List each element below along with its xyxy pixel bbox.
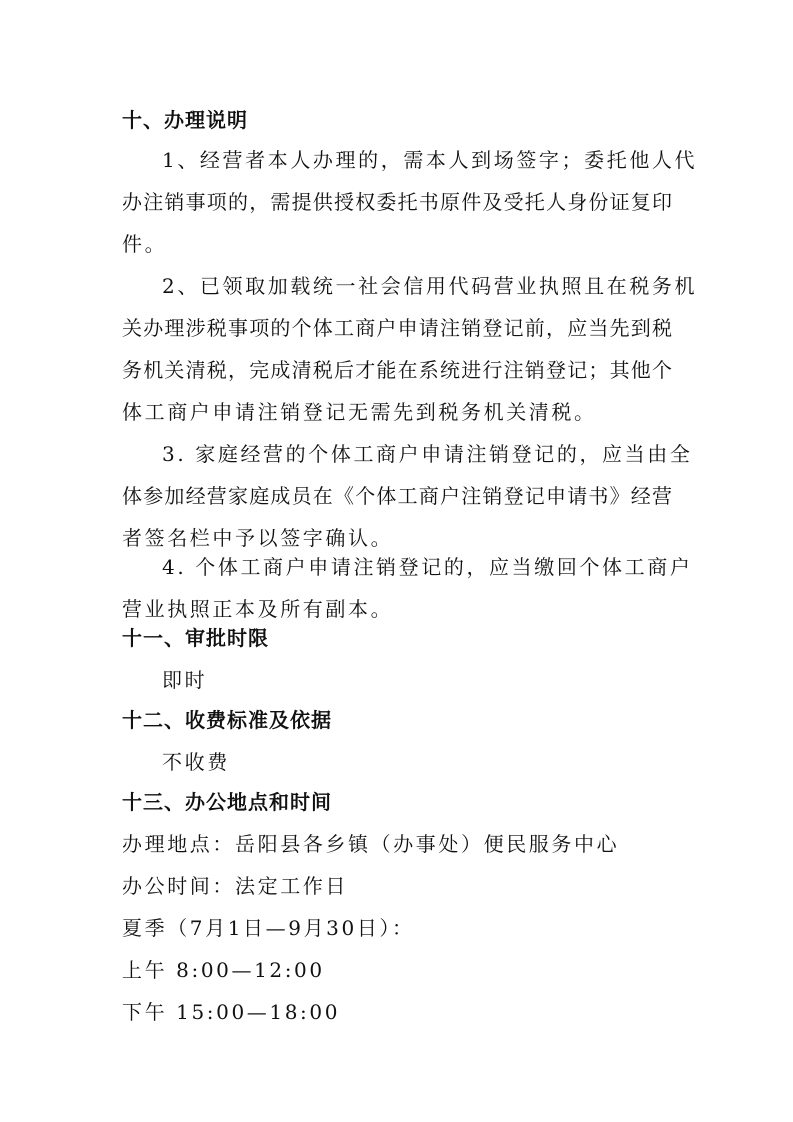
paragraph-2-line-2: 关办理涉税事项的个体工商户申请注销登记前，应当先到税 (122, 316, 674, 340)
paragraph-1-line-1: 1、经营者本人办理的，需本人到场签字；委托他人代 (162, 148, 698, 172)
paragraph-3-line-3: 者签名栏中予以签字确认。 (122, 526, 394, 550)
summer-period-line: 夏季（7月1日—9月30日）： (122, 916, 415, 940)
paragraph-4-line-2: 营业执照正本及所有副本。 (122, 597, 394, 621)
fees-text: 不收费 (162, 750, 230, 774)
paragraph-2-line-3: 务机关清税，完成清税后才能在系统进行注销登记；其他个 (122, 358, 674, 382)
office-location-line: 办理地点：岳阳县各乡镇（办事处）便民服务中心 (122, 832, 620, 856)
paragraph-4-line-1: 4. 个体工商户申请注销登记的，应当缴回个体工商户 (162, 555, 693, 579)
paragraph-3-line-2: 体参加经营家庭成员在《个体工商户注销登记申请书》经营 (122, 484, 674, 508)
section-heading-fees: 十二、收费标准及依据 (122, 708, 332, 732)
paragraph-2-line-1: 2、已领取加载统一社会信用代码营业执照且在税务机 (162, 274, 698, 298)
morning-hours-line: 上午 8:00—12:00 (122, 958, 325, 982)
office-hours-line: 办公时间：法定工作日 (122, 874, 348, 898)
section-heading-approval-time: 十一、审批时限 (122, 626, 269, 650)
paragraph-1-line-2: 办注销事项的，需提供授权委托书原件及受托人身份证复印 (122, 190, 674, 214)
paragraph-3-line-1: 3. 家庭经营的个体工商户申请注销登记的，应当由全 (162, 442, 693, 466)
paragraph-1-line-3: 件。 (122, 232, 168, 256)
approval-time-text: 即时 (162, 668, 208, 692)
section-heading-instructions: 十、办理说明 (122, 108, 248, 132)
afternoon-hours-line: 下午 15:00—18:00 (122, 1000, 341, 1024)
section-heading-office-location-hours: 十三、办公地点和时间 (122, 790, 332, 814)
paragraph-2-line-4: 体工商户申请注销登记无需先到税务机关清税。 (122, 400, 597, 424)
